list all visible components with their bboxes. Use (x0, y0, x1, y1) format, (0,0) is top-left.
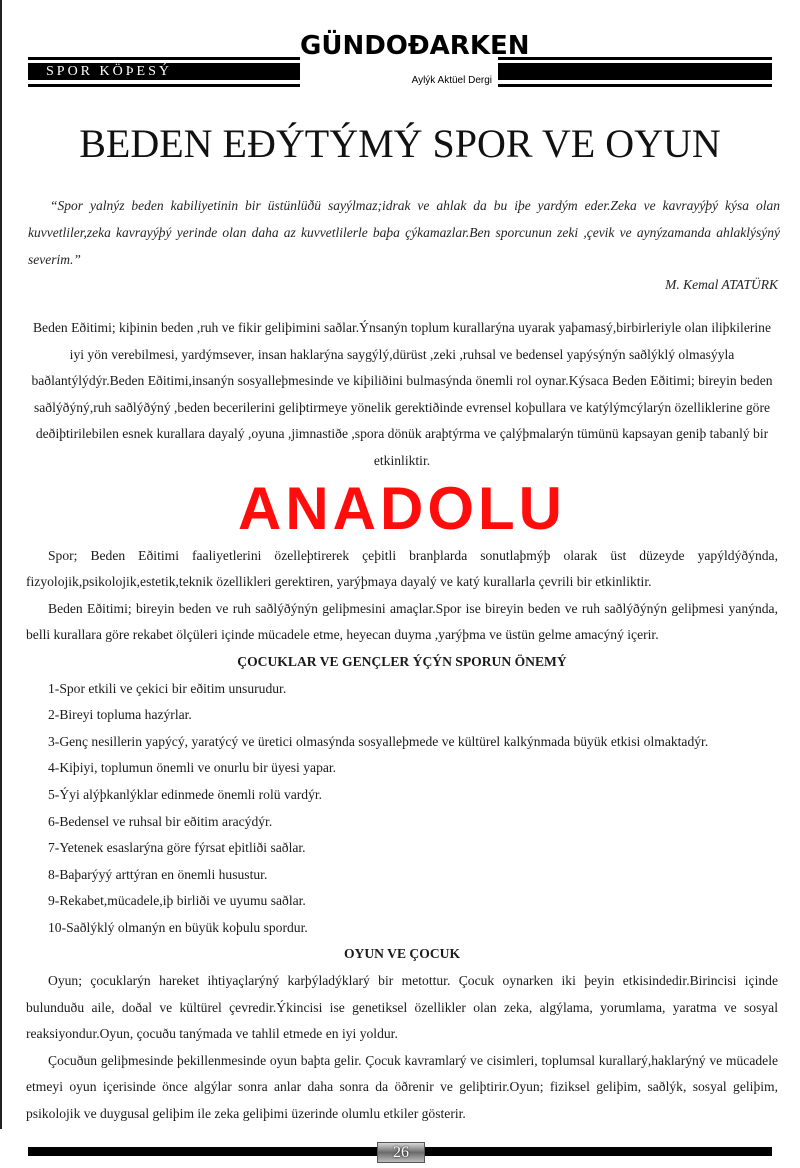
article-title: BEDEN EÐÝTÝMÝ SPOR VE OYUN (79, 121, 721, 166)
section-label: SPOR KÖÞESÝ (46, 64, 172, 79)
magazine-title: GÜNDOÐARKEN (300, 31, 530, 61)
list-item: 7-Yetenek esaslarýna göre fýrsat eþitliði saðlar. (48, 840, 306, 856)
footer (28, 1138, 772, 1168)
list-item: 3-Genç nesillerin yapýcý, yaratýcý ve üretici olmasýnda sosyalleþmede ve kültürel kalkýnmada büyük etkisi olmaktadýr. (48, 733, 709, 749)
list-item: 1-Spor etkili ve çekici bir eðitim unsurudur. (48, 680, 287, 696)
quote-block (28, 192, 780, 273)
list-item: 9-Rekabet,mücadele,iþ birliði ve uyumu saðlar. (48, 893, 306, 909)
list-item: 5-Ýyi alýþkanlýklar edinmede önemli rolü vardýr. (48, 786, 323, 802)
paragraph-spor: Spor; Beden Eðitimi faaliyetlerini özelleþtirerek çeþitli branþlarda sonutlaþmýþ olarak üst düzeyde yapýldýðýnda, fizyolojik,psikolojik,estetik,teknik özellikleri gerektiren, yarýþmaya dayalý ve katý kurallarla çevrili bir etkinliktir. (26, 547, 778, 590)
page-number: 26 (377, 1142, 425, 1163)
paragraph-intro: Beden Eðitimi; kiþinin beden ,ruh ve fikir geliþimini saðlar.Ýnsanýn toplum kurallarýna uyarak yaþamasý,birbirleriyle olan iliþkilerine iyi yön verebilmesi, yardýmsever, insan haklarýna saygýlý,dürüst ,zeki ,ruhsal ve bedensel yapýsýnýn saðlýklý olmasýyla baðlantýlýdýr.Beden Eðitimi,insanýn sosyalleþmesinde ve kiþiliðini bulmasýnda önemli rol oynar.Kýsaca Beden Eðitimi; bireyin beden saðlýðýný,ruh saðlýðýný ,beden becerilerini geliþtirmeye yönelik gerektiðinde evrensel koþullara ve katýlýmcýlarýn özelliklerine göre deðiþtirilebilen esnek kurallara dayalý ,oyuna ,jimnastiðe ,spora dönük araþtýrma ve çalýþmalarýn tümünü kapsayan geniþ tabanlý bir etkinliktir. (31, 320, 773, 468)
list-item: 10-Saðlýklý olmanýn en büyük koþulu spordur. (48, 919, 308, 935)
list-item: 8-Baþarýyý arttýran en önemli husustur. (48, 866, 268, 882)
list-item: 4-Kiþiyi, toplumun önemli ve onurlu bir üyesi yapar. (48, 760, 337, 776)
section-heading-importance: ÇOCUKLAR VE GENÇLER ÝÇÝN SPORUN ÖNEMÝ (237, 653, 567, 669)
paragraph-oyun-1: Oyun; çocuklarýn hareket ihtiyaçlarýný karþýladýklarý bir metottur. Çocuk oynarken iki þeyin etkisindedir.Birincisi içinde bulunduðu aile, doðal ve kültürel çevredir.Ýkincisi ise genetiksel özellikler olan zeka, algýlama, yorumlama, yaratma ve sosyal reaksiyondur.Oyun, çocuðu tanýmada ve tahlil etmede en iyi yoldur. (26, 973, 778, 1042)
magazine-subtitle: Aylýk Aktüel Dergi (411, 75, 492, 86)
importance-list (26, 676, 778, 942)
magazine-logo (300, 30, 530, 90)
section-heading-oyun: OYUN VE ÇOCUK (343, 946, 461, 962)
paragraph-oyun-2: Çocuðun geliþmesinde þekillenmesinde oyun baþta gelir. Çocuk kavramlarý ve cisimleri, toplumsal kurallarý,haklarýný ve mücadele etmeyi oyun içerisinde önce algýlar sonra anlar daha sonra da öðrenir ve geliþtirir.Oyun; fiziksel geliþim, saðlýk, sosyal geliþim, psikolojik ve duygusal geliþim ile zeka geliþimi üzerinde olumlu etkiler gösterir. (26, 1052, 778, 1122)
article-body (26, 315, 778, 1128)
quote-author: M. Kemal ATATÜRK (665, 277, 778, 292)
list-item: 6-Bedensel ve ruhsal bir eðitim aracýdýr. (48, 813, 273, 829)
list-item: 2-Bireyi topluma hazýrlar. (48, 707, 192, 723)
paragraph-beden-egitimi: Beden Eðitimi; bireyin beden ve ruh saðlýðýnýn geliþmesini amaçlar.Spor ise bireyin beden ve ruh saðlýðýnýn geliþmesi yanýnda, belli kurallara göre rekabet ölçüleri içinde mücadele etme, heyecan duyma ,yarýþma ve üstün gelme amacýný içerir. (26, 600, 778, 643)
watermark: ANADOLU (238, 474, 566, 542)
quote-text: “Spor yalnýz beden kabiliyetinin bir üstünlüðü sayýlmaz;idrak ve ahlak da bu iþe yardým eder.Zeka ve kavrayýþý kýsa olan kuvvetliler,zeka kavrayýþý yerinde olan daha az kuvvetlilerle baþa çýkamazlar.Ben sporcunun zeki ,çevik ve aynýzamanda ahlaklýsýný severim.” (28, 198, 780, 267)
header (0, 0, 800, 100)
